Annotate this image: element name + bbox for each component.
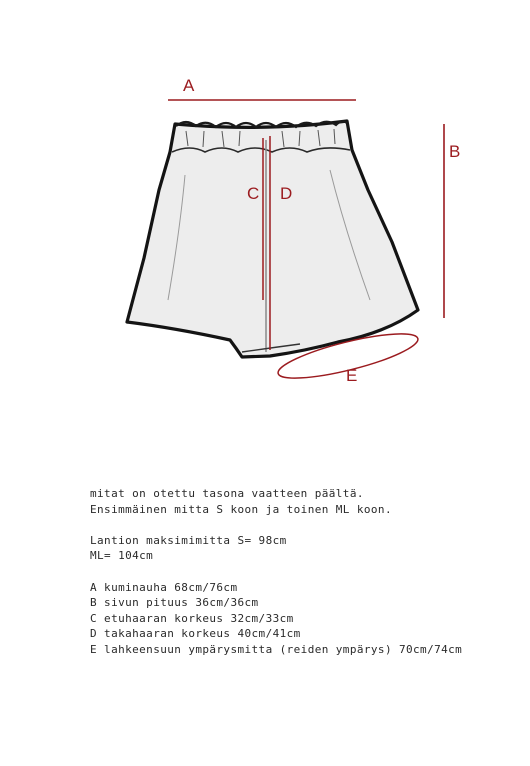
note-c: C etuhaaran korkeus 32cm/33cm [90,611,294,625]
label-e: E [346,366,358,385]
note-intro-1: mitat on otettu tasona vaatteen päältä. [90,487,364,500]
note-hip-ml: ML= 104cm [90,549,154,563]
note-d: D takahaaran korkeus 40cm/41cm [90,627,301,641]
note-hip-s: Lantion maksimimitta S= 98cm [90,533,287,547]
label-b: B [449,142,461,161]
shorts-outline [127,121,418,357]
label-c: C [247,184,260,203]
label-d: D [280,184,293,203]
note-intro-2: Ensimmäinen mitta S koon ja toinen ML koon. [90,502,392,516]
label-a: A [183,76,195,95]
note-b: B sivun pituus 36cm/36cm [90,596,259,610]
measurement-notes [90,486,520,658]
note-a: A kuminauha 68cm/76cm [90,580,238,594]
note-e: E lahkeensuun ympärysmitta (reiden ympärys) 70cm/74cm [90,642,463,656]
